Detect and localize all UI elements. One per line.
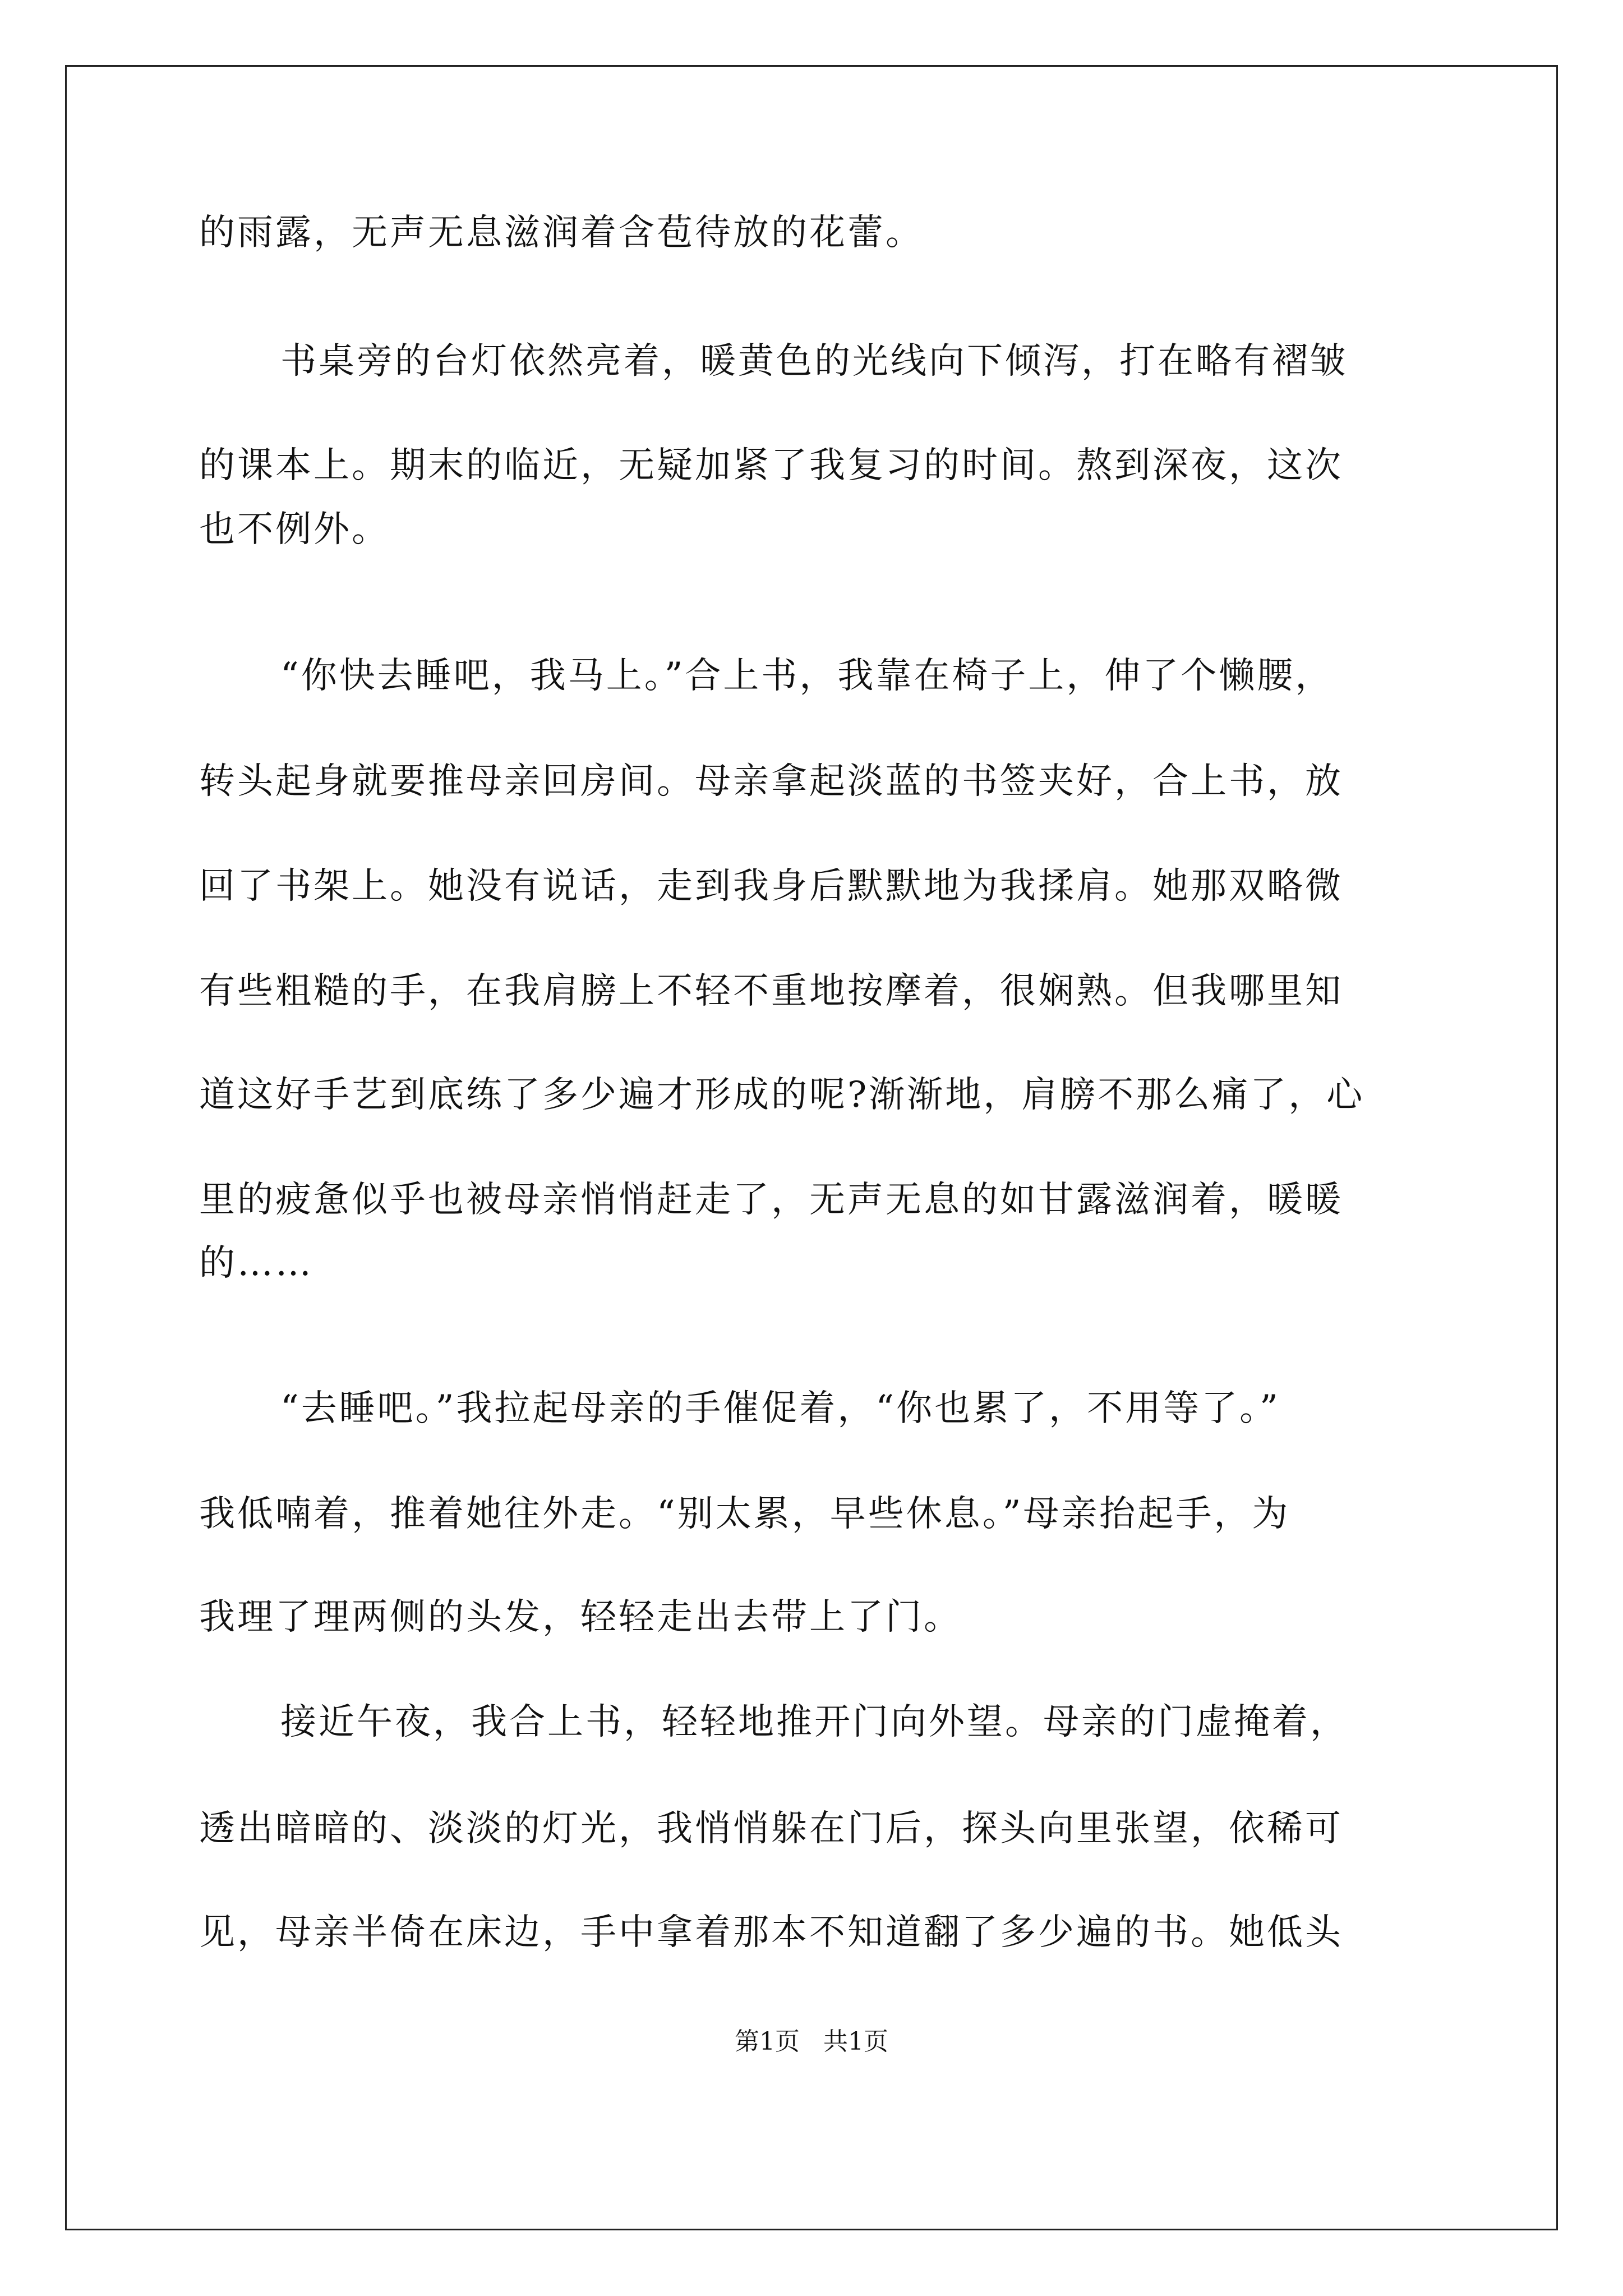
text-line: 也不例外。 — [199, 509, 390, 550]
text-line: 有些粗糙的手，在我肩膀上不轻不重地按摩着，很娴熟。但我哪里知 — [199, 970, 1343, 1012]
text-line: 我低喃着，推着她往外走。“别太累，早些休息。”母亲抬起手，为 — [199, 1493, 1290, 1535]
page-footer: 第1页 共1页 — [735, 2027, 888, 2056]
text-line: 的课本上。期末的临近，无疑加紧了我复习的时间。熬到深夜，这次 — [199, 445, 1343, 486]
text-line: 道这好手艺到底练了多少遍才形成的呢?渐渐地，肩膀不那么痛了，心 — [199, 1074, 1365, 1116]
text-line: 的…… — [199, 1243, 313, 1284]
text-line: “去睡吧。”我拉起母亲的手催促着，“你也累了，不用等了。” — [280, 1388, 1280, 1429]
text-line: 透出暗暗的、淡淡的灯光，我悄悄躲在门后，探头向里张望，依稀可 — [199, 1808, 1343, 1849]
text-line: 回了书架上。她没有说话，走到我身后默默地为我揉肩。她那双略微 — [199, 866, 1343, 907]
text-line: 转头起身就要推母亲回房间。母亲拿起淡蓝的书签夹好，合上书，放 — [199, 761, 1343, 802]
text-line: 的雨露，无声无息滋润着含苞待放的花蕾。 — [199, 212, 924, 254]
text-line: 我理了理两侧的头发，轻轻走出去带上了门。 — [199, 1596, 962, 1638]
text-line: 书桌旁的台灯依然亮着，暖黄色的光线向下倾泻，打在略有褶皱 — [280, 341, 1348, 382]
page-border — [65, 65, 1558, 2230]
text-line: “你快去睡吧，我马上。”合上书，我靠在椅子上，伸了个懒腰， — [280, 655, 1334, 697]
text-line: 见，母亲半倚在床边，手中拿着那本不知道翻了多少遍的书。她低头 — [199, 1912, 1343, 1953]
text-line: 接近午夜，我合上书，轻轻地推开门向外望。母亲的门虚掩着， — [280, 1701, 1348, 1743]
text-line: 里的疲惫似乎也被母亲悄悄赶走了，无声无息的如甘露滋润着，暖暖 — [199, 1179, 1343, 1221]
